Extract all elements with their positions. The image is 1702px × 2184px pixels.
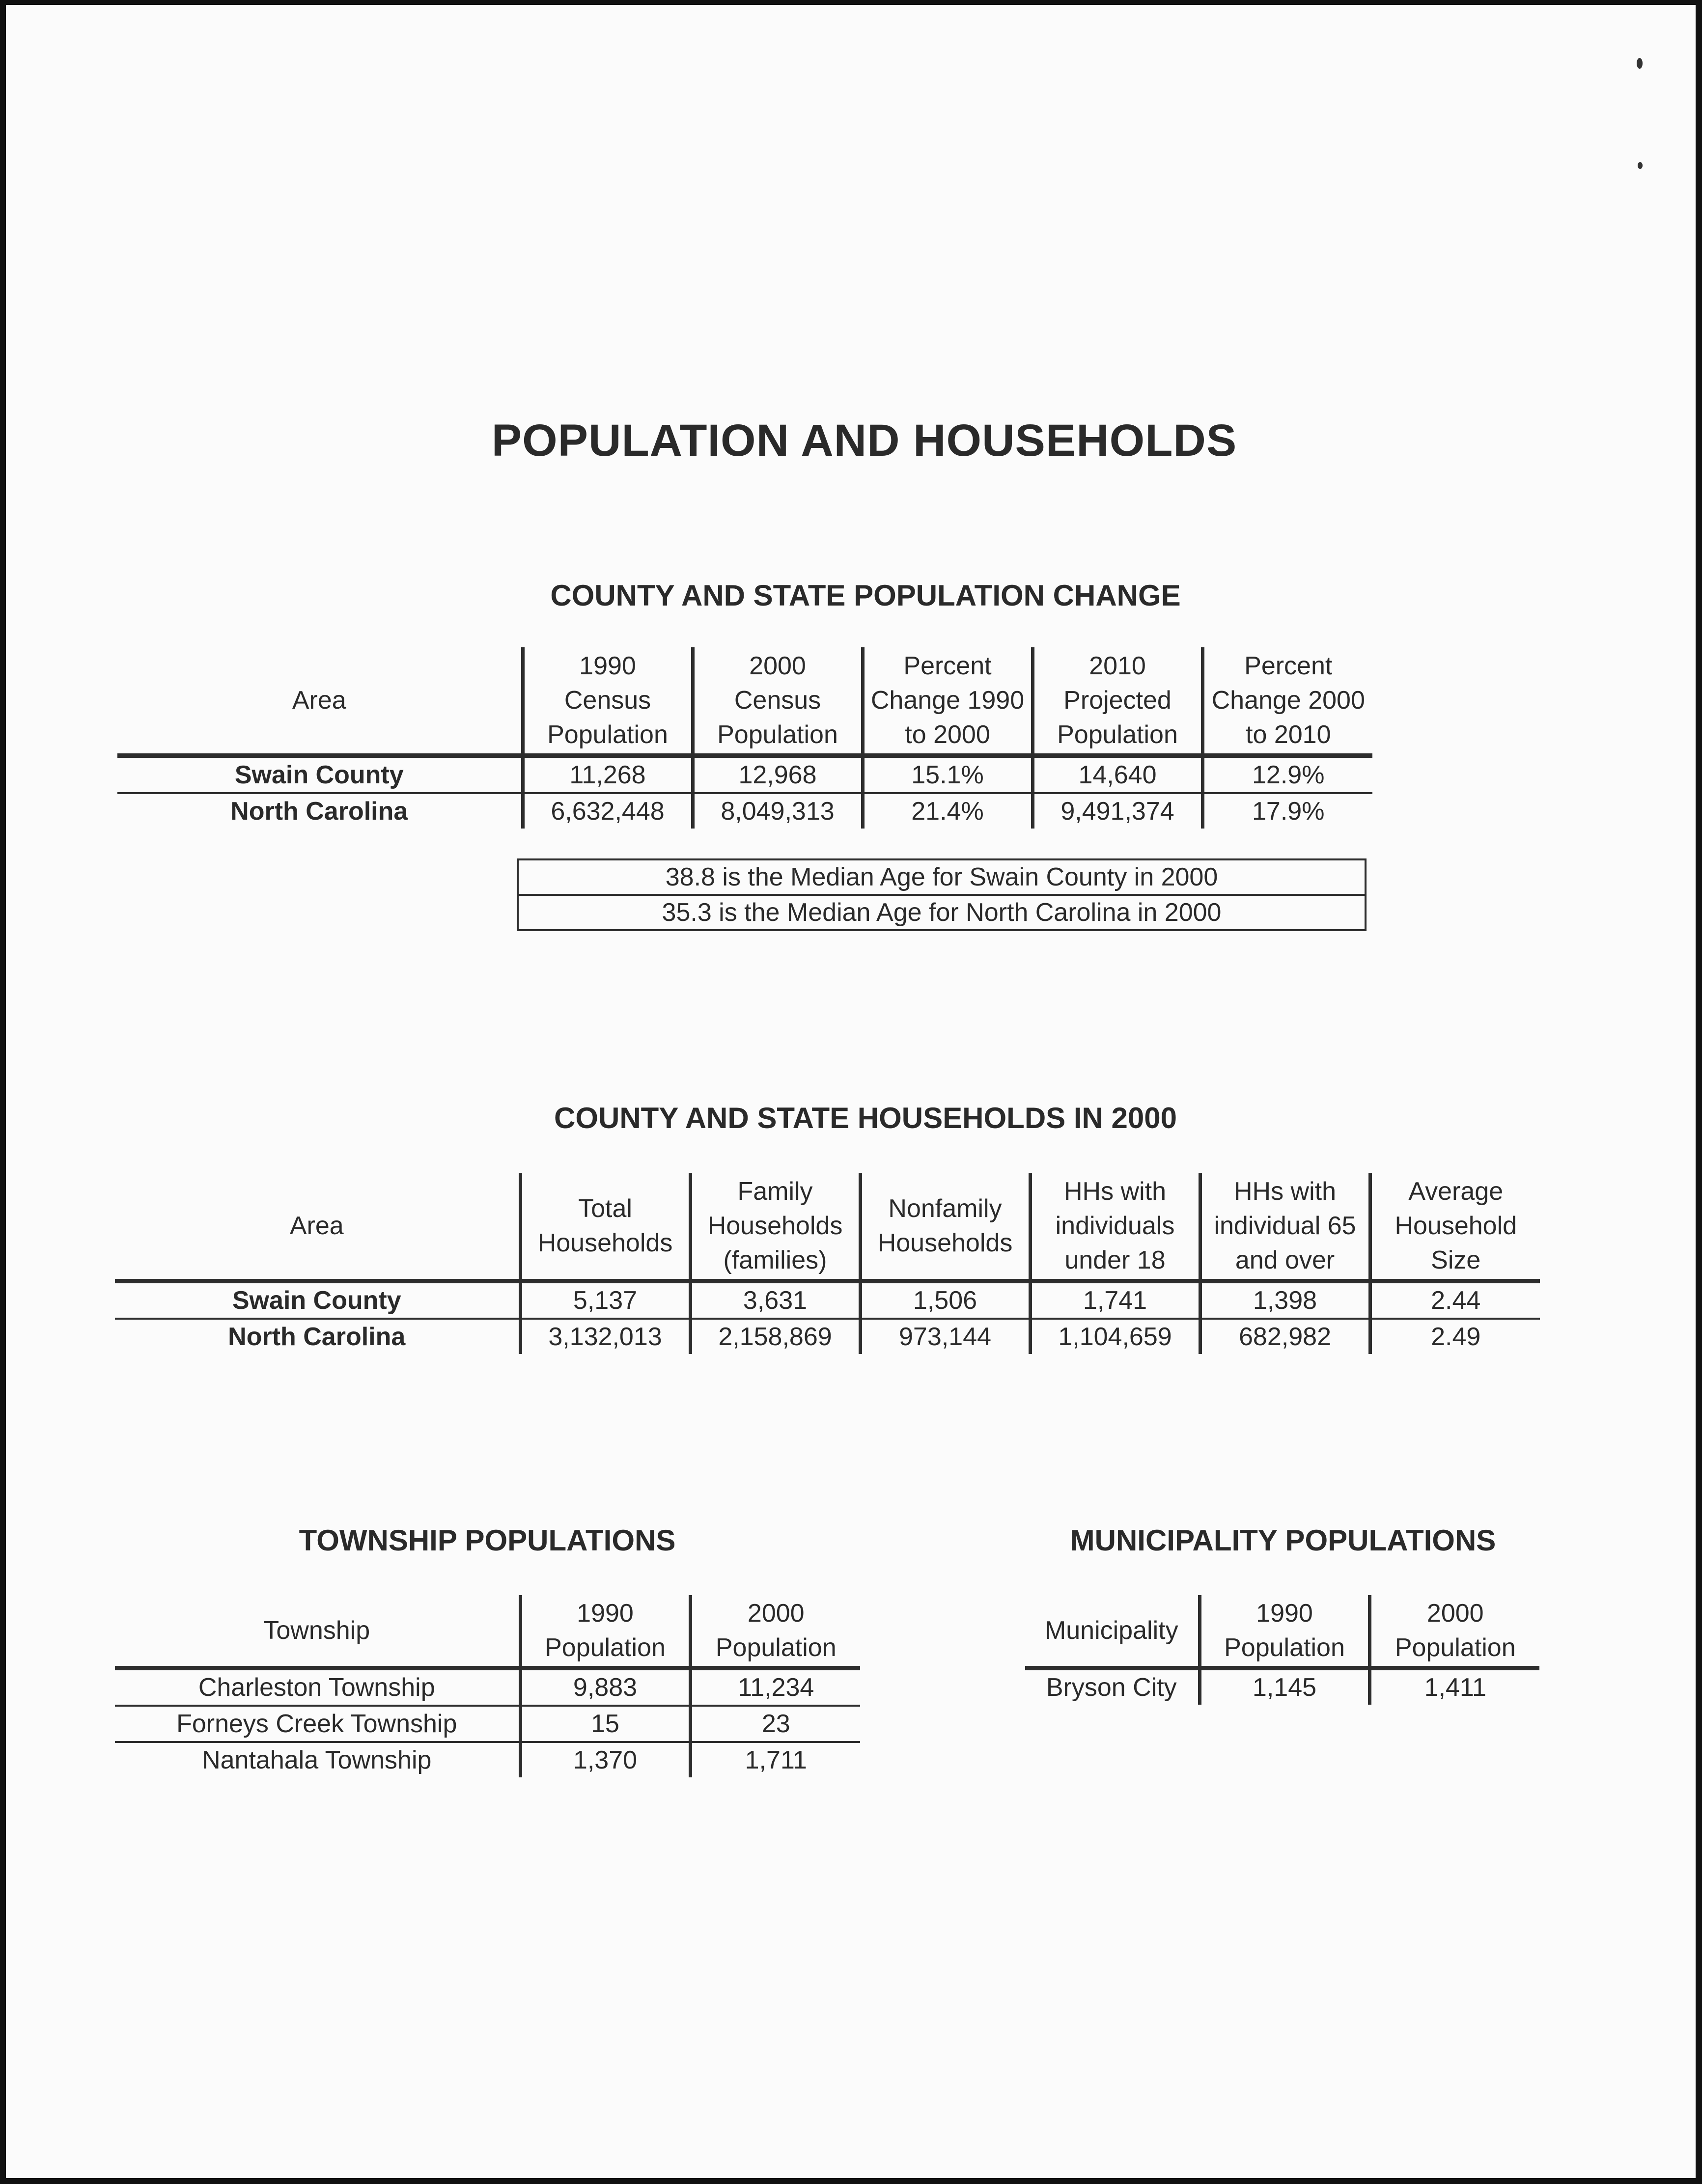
- table-cell: 1,711: [690, 1742, 860, 1777]
- row-label: North Carolina: [230, 797, 408, 826]
- table-cell: 1,370: [520, 1742, 690, 1777]
- col-header-area: Area: [117, 647, 523, 755]
- scan-speck: [1638, 162, 1643, 169]
- table-cell: 14,640: [1032, 755, 1202, 793]
- township-populations-title: TOWNSHIP POPULATIONS: [299, 1524, 676, 1557]
- row-label: Charleston Township: [115, 1668, 520, 1706]
- document-page: [6, 5, 1696, 2178]
- table-row: [1025, 1668, 1539, 1705]
- table-cell: 9,491,374: [1032, 793, 1202, 829]
- table-cell: 1,741: [1030, 1281, 1200, 1319]
- page-title: POPULATION AND HOUSEHOLDS: [491, 415, 1237, 466]
- table-cell: 21.4%: [863, 793, 1032, 829]
- scan-speck: [1637, 58, 1643, 69]
- table-row: [115, 1742, 860, 1777]
- table-cell: 2,158,869: [690, 1319, 860, 1354]
- municipality-populations-title: MUNICIPALITY POPULATIONS: [1070, 1524, 1496, 1557]
- table-cell: 23: [690, 1706, 860, 1742]
- row-label: Swain County: [115, 1281, 520, 1319]
- median-age-swain: 38.8 is the Median Age for Swain County in 2000: [518, 859, 1366, 895]
- col-header-township: Township: [115, 1595, 520, 1668]
- col-header-hhs-65-over: HHs with individual 65 and over: [1200, 1173, 1370, 1281]
- col-header-percent-change-2000: Percent Change 2000 to 2010: [1202, 647, 1372, 755]
- col-header-2000-census: 2000 Census Population: [693, 647, 863, 755]
- table-cell: 1,104,659: [1030, 1319, 1200, 1354]
- col-header-area: Area: [115, 1173, 520, 1281]
- population-change-title: COUNTY AND STATE POPULATION CHANGE: [550, 579, 1181, 612]
- table-row: [115, 1281, 1540, 1319]
- row-label: Bryson City: [1046, 1673, 1177, 1702]
- households-title: COUNTY AND STATE HOUSEHOLDS IN 2000: [554, 1102, 1177, 1134]
- col-header-avg-household-size: Average Household Size: [1370, 1173, 1540, 1281]
- table-row: [115, 1706, 860, 1742]
- col-header-2010-projected: 2010 Projected Population: [1032, 647, 1202, 755]
- municipality-populations-table: [1025, 1595, 1539, 1705]
- median-age-box: [517, 858, 1367, 931]
- table-cell: 973,144: [860, 1319, 1030, 1354]
- table-cell: 15.1%: [863, 755, 1032, 793]
- col-header-2000-population: 2000 Population: [1369, 1595, 1539, 1668]
- table-cell: 9,883: [520, 1668, 690, 1706]
- col-header-total-households: Total Households: [520, 1173, 690, 1281]
- col-header-1990-population: 1990 Population: [520, 1595, 690, 1668]
- table-cell: 5,137: [520, 1281, 690, 1319]
- table-cell: 11,268: [523, 755, 693, 793]
- table-cell: 1,411: [1369, 1668, 1539, 1705]
- col-header-percent-change-1990: Percent Change 1990 to 2000: [863, 647, 1032, 755]
- col-header-nonfamily-households: Nonfamily Households: [860, 1173, 1030, 1281]
- table-cell: 6,632,448: [523, 793, 693, 829]
- row-label: Swain County: [117, 755, 523, 793]
- row-label: Nantahala Township: [202, 1745, 432, 1774]
- table-cell: 3,132,013: [520, 1319, 690, 1354]
- table-cell: 1,506: [860, 1281, 1030, 1319]
- table-cell: 682,982: [1200, 1319, 1370, 1354]
- table-cell: 1,398: [1200, 1281, 1370, 1319]
- row-label: Forneys Creek Township: [115, 1706, 520, 1742]
- table-row: [117, 755, 1372, 793]
- households-table: [115, 1173, 1540, 1354]
- col-header-hhs-under-18: HHs with individuals under 18: [1030, 1173, 1200, 1281]
- population-change-table: [117, 647, 1372, 829]
- col-header-1990-census: 1990 Census Population: [523, 647, 693, 755]
- row-label: North Carolina: [228, 1322, 406, 1351]
- table-row: [115, 1319, 1540, 1354]
- township-populations-table: [115, 1595, 860, 1777]
- table-row: [117, 793, 1372, 829]
- table-cell: 3,631: [690, 1281, 860, 1319]
- col-header-1990-population: 1990 Population: [1200, 1595, 1369, 1668]
- table-cell: 2.49: [1370, 1319, 1540, 1354]
- table-cell: 11,234: [690, 1668, 860, 1706]
- table-row: [115, 1668, 860, 1706]
- median-age-nc: 35.3 is the Median Age for North Carolina in 2000: [518, 895, 1366, 930]
- table-cell: 15: [520, 1706, 690, 1742]
- table-cell: 17.9%: [1202, 793, 1372, 829]
- table-cell: 1,145: [1200, 1668, 1369, 1705]
- table-cell: 12,968: [693, 755, 863, 793]
- col-header-2000-population: 2000 Population: [690, 1595, 860, 1668]
- col-header-family-households: Family Households (families): [690, 1173, 860, 1281]
- table-cell: 12.9%: [1202, 755, 1372, 793]
- col-header-municipality: Municipality: [1025, 1595, 1200, 1668]
- table-cell: 8,049,313: [693, 793, 863, 829]
- table-cell: 2.44: [1370, 1281, 1540, 1319]
